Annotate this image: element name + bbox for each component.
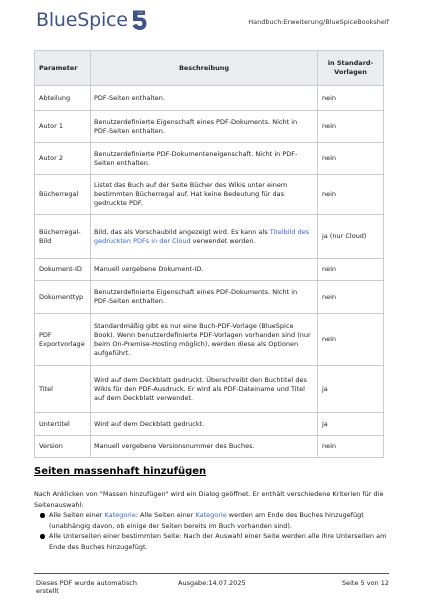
- list-text: werden am Ende des Buches hinzugefügt (unabhängig davon, ob einige der Seiten bereits im Buch vorhanden sind).: [49, 511, 364, 530]
- table-row: [35, 366, 384, 413]
- description-cell: Wird auf dem Deckblatt gedruckt.: [91, 413, 318, 436]
- standard-cell: nein: [318, 281, 384, 314]
- standard-cell: nein: [318, 314, 384, 366]
- list-text: : Alle Seiten einer: [135, 511, 196, 519]
- description-cell: Benutzerdefinierte Eigenschaft eines PDF-Dokuments. Nicht in PDF-Seiten enthalten.: [91, 281, 318, 314]
- param-cell: Dokumenttyp: [35, 281, 91, 314]
- table-row: [35, 314, 384, 366]
- table-row: [35, 215, 384, 259]
- category-link[interactable]: Kategorie: [195, 511, 227, 519]
- table-header-row: [35, 51, 384, 86]
- table-row: [35, 175, 384, 215]
- bullet-icon: [40, 513, 45, 518]
- param-cell: Autor 1: [35, 111, 91, 143]
- footer-edition-date: Ausgabe:14.07.2025: [178, 579, 246, 587]
- list-item: [40, 510, 390, 531]
- description-cell: Manuell vergebene Dokument-ID.: [91, 259, 318, 281]
- list-text: Alle Seiten einer: [49, 511, 105, 519]
- param-cell: PDF Exportvorlage: [35, 314, 91, 366]
- parameter-table: [34, 50, 384, 458]
- description-text: verwendet werden.: [190, 236, 256, 245]
- table-row: [35, 86, 384, 111]
- param-cell: Titel: [35, 366, 91, 413]
- cover-image-link[interactable]: Titelbild des gedruckten PDFs in der Cloud: [94, 227, 310, 245]
- description-cell: PDF-Seiten enthalten.: [91, 86, 318, 111]
- column-header-description: Beschreibung: [91, 51, 318, 86]
- standard-cell: nein: [318, 259, 384, 281]
- param-cell: Abteilung: [35, 86, 91, 111]
- bluespice-logo: [36, 7, 148, 33]
- param-cell: Bücherregal-Bild: [35, 215, 91, 259]
- standard-cell: nein: [318, 86, 384, 111]
- standard-cell: ja: [318, 366, 384, 413]
- standard-cell: nein: [318, 436, 384, 458]
- column-header-standard: in Standard-Vorlagen: [318, 51, 384, 86]
- param-cell: Version: [35, 436, 91, 458]
- param-cell: Autor 2: [35, 143, 91, 175]
- page-path: Handbuch:Erweiterung/BlueSpiceBookshelf: [248, 18, 389, 26]
- table-row: [35, 259, 384, 281]
- description-text: Bild, das als Vorschaubild angezeigt wird. Es kann als: [94, 227, 270, 236]
- selection-criteria-list: [40, 510, 390, 552]
- standard-cell: nein: [318, 175, 384, 215]
- param-cell: Bücherregal: [35, 175, 91, 215]
- intro-paragraph: Nach Anklicken von "Massen hinzufügen" wird ein Dialog geöffnet. Er enthält verschiedene Kriterien für die Seitenauswahl:: [34, 490, 384, 509]
- param-cell: Untertitel: [35, 413, 91, 436]
- description-cell: Wird auf dem Deckblatt gedruckt. Überschreibt den Buchtitel des Wikis für den PDF-Ausdruck. Er wird als PDF-Dateiname und Titel auf dem Deckblatt verwendet.: [91, 366, 318, 413]
- section-heading: Seiten massenhaft hinzufügen: [34, 466, 207, 477]
- standard-cell: ja: [318, 413, 384, 436]
- footer-page-number: Seite 5 von 12: [341, 579, 389, 587]
- description-cell: [91, 215, 318, 259]
- table-row: [35, 281, 384, 314]
- table-row: [35, 111, 384, 143]
- category-link[interactable]: Kategorie: [104, 511, 136, 519]
- footer-divider: [34, 573, 389, 574]
- description-cell: Listet das Buch auf der Seite Bücher des Wikis unter einem bestimmten Bücherregal auf. Hat keine Bedeutung für das gedruckte PDF.: [91, 175, 318, 215]
- description-cell: Manuell vergebene Versionsnummer des Buches.: [91, 436, 318, 458]
- table-row: [35, 436, 384, 458]
- table-row: [35, 143, 384, 175]
- footer-generated-note: Dieses PDF wurde automatisch erstellt: [36, 579, 137, 595]
- list-text: Alle Unterseiten einer bestimmten Seite: Nach der Auswahl einer Seite werden alle ihre Unterseiten am Ende des Buches hinzugefügt.: [49, 532, 387, 551]
- param-cell: Dokument-ID: [35, 259, 91, 281]
- standard-cell: nein: [318, 111, 384, 143]
- standard-cell: nein: [318, 143, 384, 175]
- list-item: [40, 531, 390, 552]
- bullet-icon: [40, 534, 45, 539]
- logo-five-icon: [130, 9, 148, 31]
- column-header-parameter: Parameter: [35, 51, 91, 86]
- logo-text: BlueSpice: [36, 9, 128, 31]
- table-row: [35, 413, 384, 436]
- description-cell: Benutzerdefinierte PDF-Dokumenteneigenschaft. Nicht in PDF-Seiten enthalten.: [91, 143, 318, 175]
- description-cell: Benutzerdefinierte Eigenschaft eines PDF-Dokuments. Nicht in PDF-Seiten enthalten.: [91, 111, 318, 143]
- standard-cell: ja (nur Cloud): [318, 215, 384, 259]
- description-cell: Standardmäßig gibt es nur eine Buch-PDF-Vorlage (BlueSpice Book). Wenn benutzerdefinierte PDF-Vorlagen vorhanden sind (nur beim On-Premise-Hosting möglich), werden diese als Optionen aufgeführt.: [91, 314, 318, 366]
